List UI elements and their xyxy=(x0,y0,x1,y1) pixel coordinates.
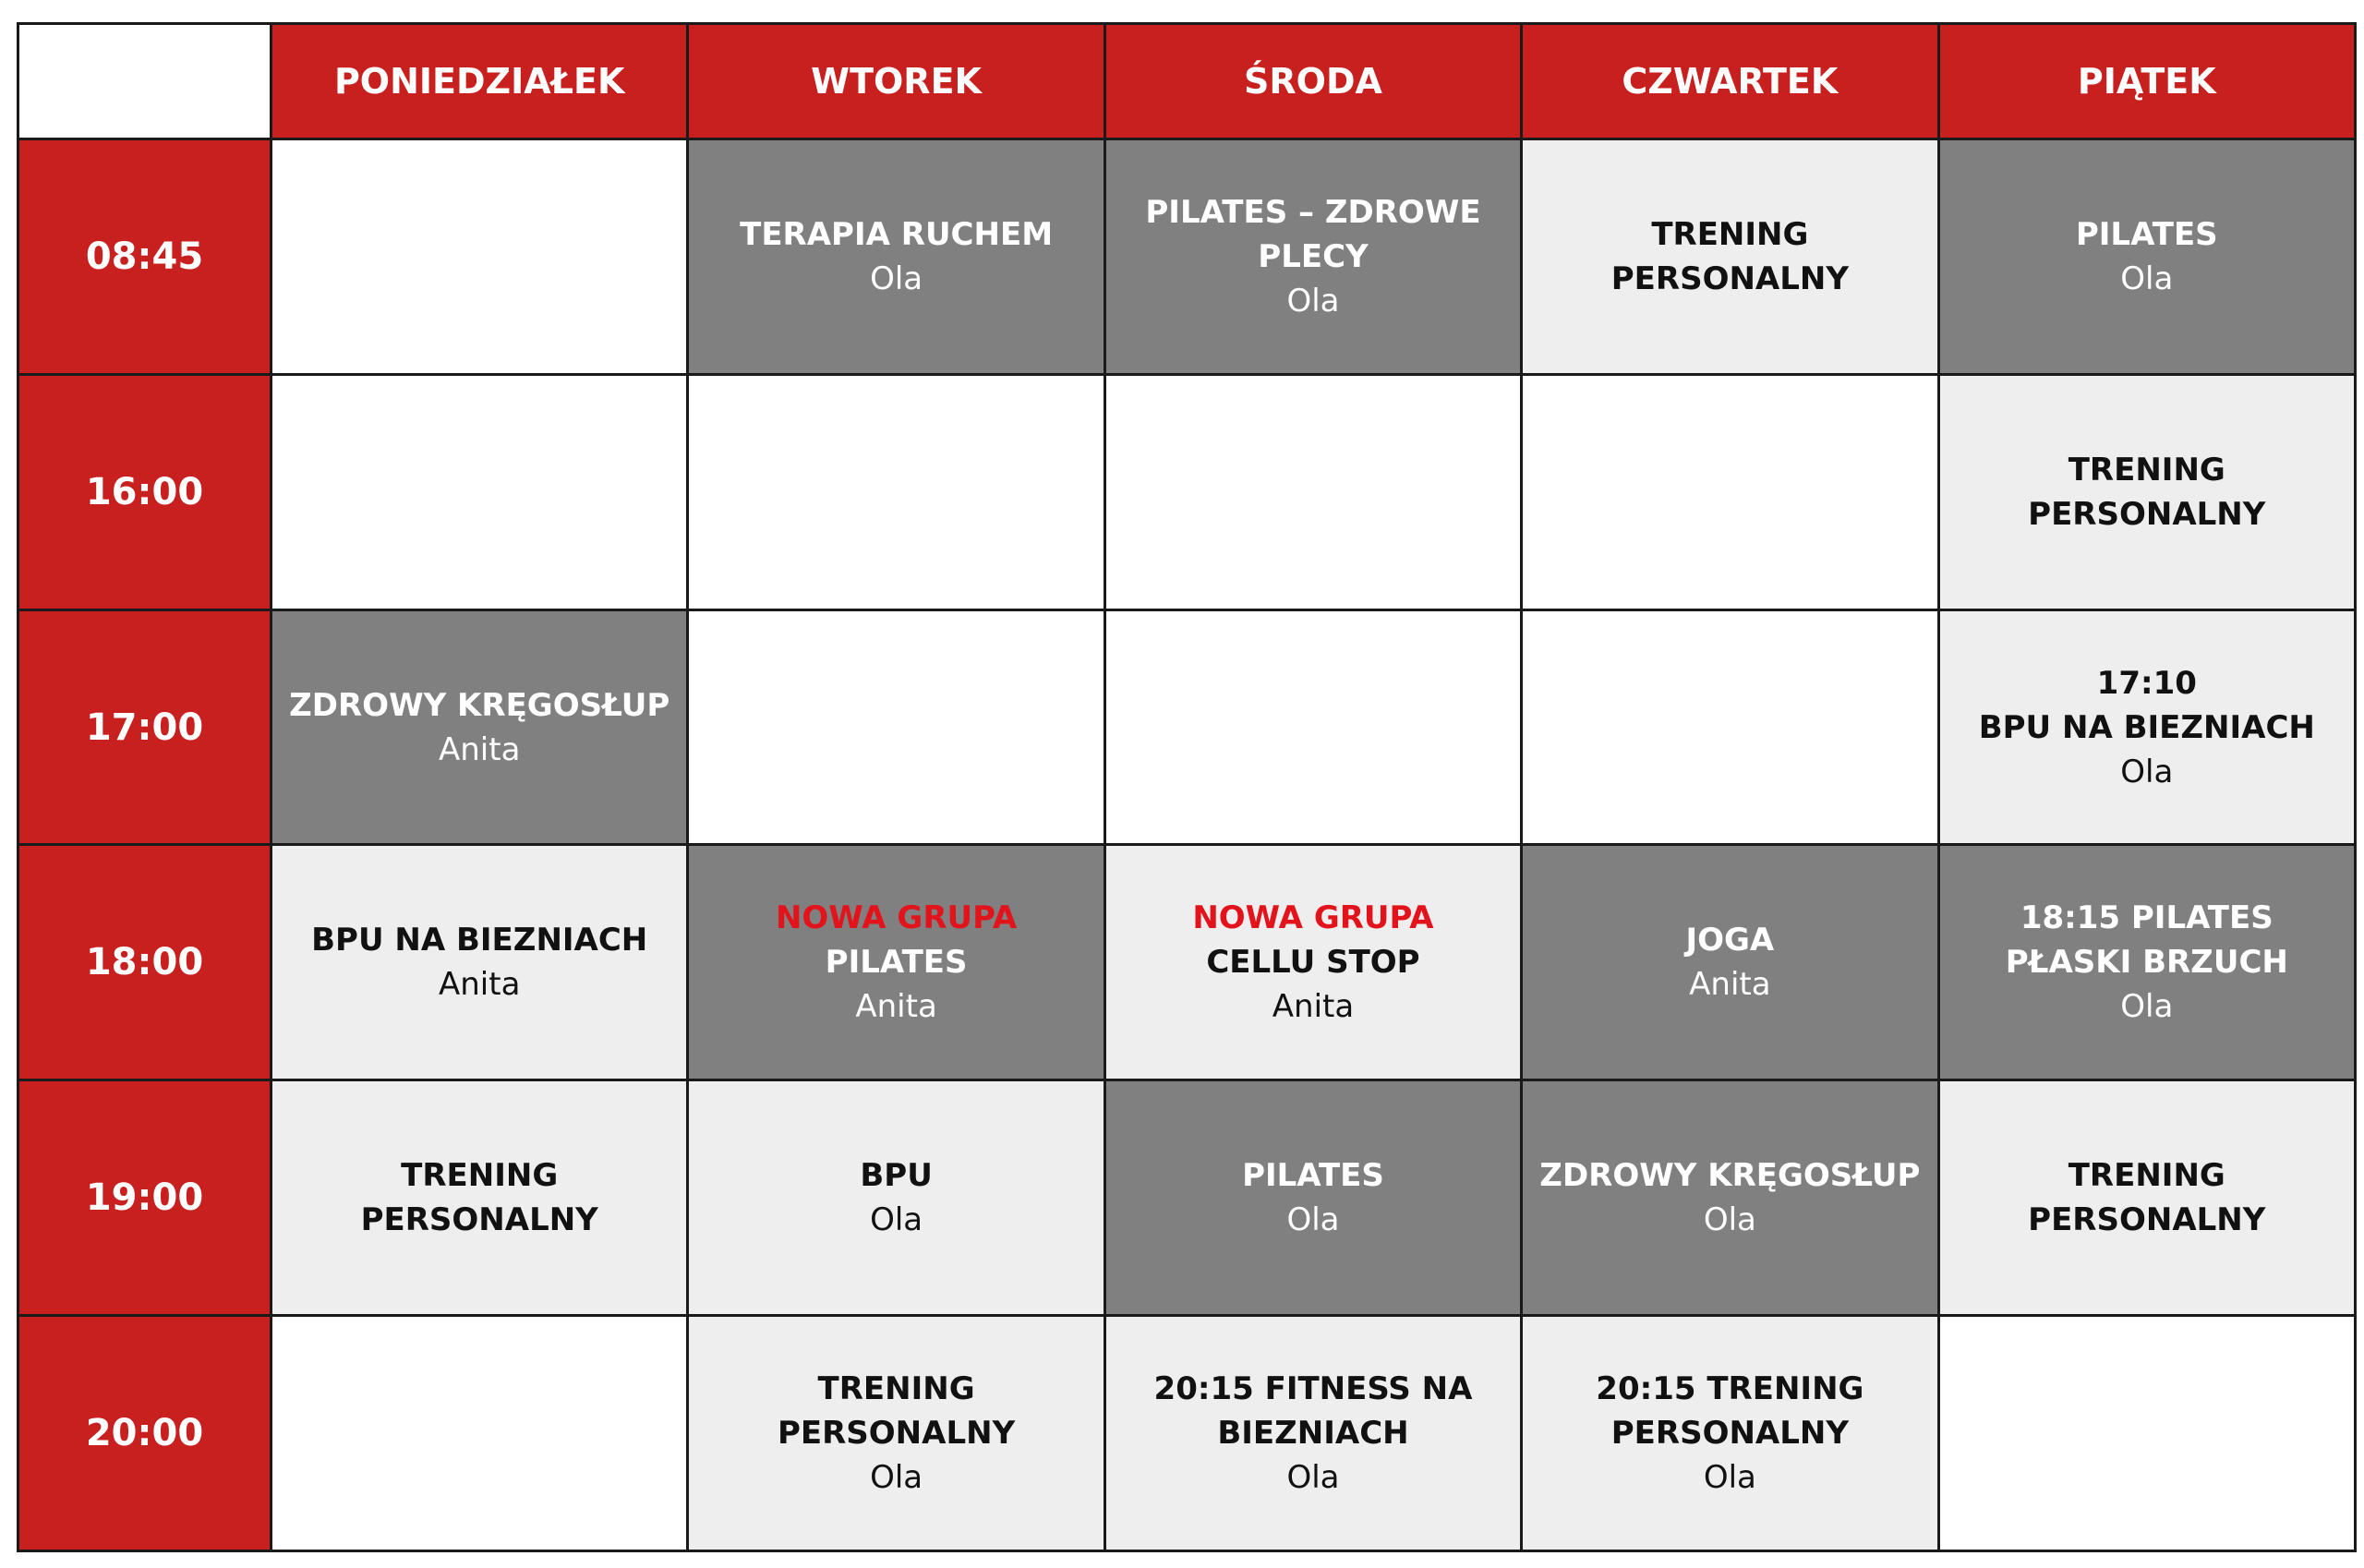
class-slot xyxy=(271,1080,688,1316)
instructor-name: Ola xyxy=(2120,753,2174,790)
class-title: PILATES – ZDROWE PLECY xyxy=(1145,193,1481,275)
class-title: ZDROWY KRĘGOSŁUP xyxy=(289,686,670,724)
time-slot-row xyxy=(18,1080,2356,1316)
empty-slot xyxy=(1104,374,1521,609)
empty-slot xyxy=(1522,374,1938,609)
time-label: 18:00 xyxy=(18,845,271,1080)
time-slot-row xyxy=(18,1316,2356,1551)
instructor-name: Anita xyxy=(1272,988,1355,1026)
instructor-name: Ola xyxy=(1286,1459,1340,1497)
empty-slot xyxy=(688,609,1104,845)
class-slot xyxy=(1104,139,1521,375)
time-label: 19:00 xyxy=(18,1080,271,1316)
time-slot-row xyxy=(18,139,2356,375)
class-slot xyxy=(1104,1316,1521,1551)
class-title: PILATES xyxy=(825,944,968,982)
corner-cell xyxy=(18,24,271,139)
time-label: 20:00 xyxy=(18,1316,271,1551)
class-title: TRENING PERSONALNY xyxy=(2028,451,2266,533)
class-title-line: 18:15 PILATES xyxy=(2020,899,2274,937)
class-title: CELLU STOP xyxy=(1206,944,1420,982)
instructor-name: Anita xyxy=(1689,966,1771,1004)
class-slot xyxy=(1522,139,1938,375)
empty-slot xyxy=(1522,609,1938,845)
instructor-name: Ola xyxy=(870,259,923,297)
time-label: 08:45 xyxy=(18,139,271,375)
empty-slot xyxy=(271,374,688,609)
time-label: 17:00 xyxy=(18,609,271,845)
empty-slot xyxy=(1104,609,1521,845)
instructor-name: Ola xyxy=(1703,1201,1756,1239)
class-title: TRENING PERSONALNY xyxy=(777,1370,1016,1453)
time-slot-row xyxy=(18,845,2356,1080)
class-title-line: BPU NA BIEZNIACH xyxy=(1978,708,2315,746)
header-row xyxy=(18,24,2356,139)
class-slot xyxy=(688,1316,1104,1551)
class-slot xyxy=(688,845,1104,1080)
instructor-name: Ola xyxy=(870,1459,923,1497)
day-header: CZWARTEK xyxy=(1522,24,1938,139)
class-slot xyxy=(1522,845,1938,1080)
schedule-table xyxy=(17,22,2357,1552)
instructor-name: Ola xyxy=(1703,1459,1756,1497)
class-title: BPU NA BIEZNIACH xyxy=(311,922,648,959)
class-slot xyxy=(1104,845,1521,1080)
class-slot xyxy=(1938,609,2355,845)
class-slot xyxy=(1938,139,2355,375)
empty-slot xyxy=(271,139,688,375)
class-title-line: 20:15 TRENING xyxy=(1596,1370,1864,1408)
instructor-name: Anita xyxy=(438,966,521,1004)
empty-slot xyxy=(1938,1316,2355,1551)
class-title-line: PERSONALNY xyxy=(1610,1415,1849,1453)
instructor-name: Ola xyxy=(1286,282,1340,320)
day-header: PONIEDZIAŁEK xyxy=(271,24,688,139)
class-slot xyxy=(271,609,688,845)
time-label: 16:00 xyxy=(18,374,271,609)
schedule-body xyxy=(18,139,2356,1551)
instructor-name: Ola xyxy=(2120,259,2174,297)
empty-slot xyxy=(271,1316,688,1551)
class-slot xyxy=(271,845,688,1080)
day-header: WTOREK xyxy=(688,24,1104,139)
class-title: TRENING PERSONALNY xyxy=(360,1157,598,1239)
class-slot xyxy=(688,139,1104,375)
time-slot-row xyxy=(18,609,2356,845)
empty-slot xyxy=(688,374,1104,609)
instructor-name: Ola xyxy=(870,1201,923,1239)
instructor-name: Anita xyxy=(855,988,937,1026)
class-slot xyxy=(1938,374,2355,609)
class-title-line: 17:10 xyxy=(2096,664,2197,702)
day-header: ŚRODA xyxy=(1104,24,1521,139)
class-title-line: 20:15 FITNESS NA xyxy=(1153,1370,1473,1408)
class-title: TRENING PERSONALNY xyxy=(1610,215,1849,297)
class-title: TERAPIA RUCHEM xyxy=(740,215,1054,253)
class-slot xyxy=(1522,1316,1938,1551)
class-slot xyxy=(1104,1080,1521,1316)
instructor-name: Ola xyxy=(1286,1201,1340,1239)
class-title: BPU xyxy=(860,1157,933,1195)
instructor-name: Ola xyxy=(2120,988,2174,1026)
class-title: PILATES xyxy=(1242,1157,1384,1195)
class-title: JOGA xyxy=(1685,922,1775,959)
new-group-tag: NOWA GRUPA xyxy=(1192,899,1434,937)
class-slot xyxy=(688,1080,1104,1316)
class-title-line: BIEZNIACH xyxy=(1217,1415,1409,1453)
class-title: TRENING PERSONALNY xyxy=(2028,1157,2266,1239)
time-slot-row xyxy=(18,374,2356,609)
instructor-name: Anita xyxy=(438,730,521,768)
day-header: PIĄTEK xyxy=(1938,24,2355,139)
class-title: ZDROWY KRĘGOSŁUP xyxy=(1539,1157,1921,1195)
class-slot xyxy=(1938,1080,2355,1316)
new-group-tag: NOWA GRUPA xyxy=(775,899,1018,937)
class-slot xyxy=(1938,845,2355,1080)
class-title: PILATES xyxy=(2075,215,2218,253)
class-slot xyxy=(1522,1080,1938,1316)
class-title-line: PŁASKI BRZUCH xyxy=(2005,944,2288,982)
